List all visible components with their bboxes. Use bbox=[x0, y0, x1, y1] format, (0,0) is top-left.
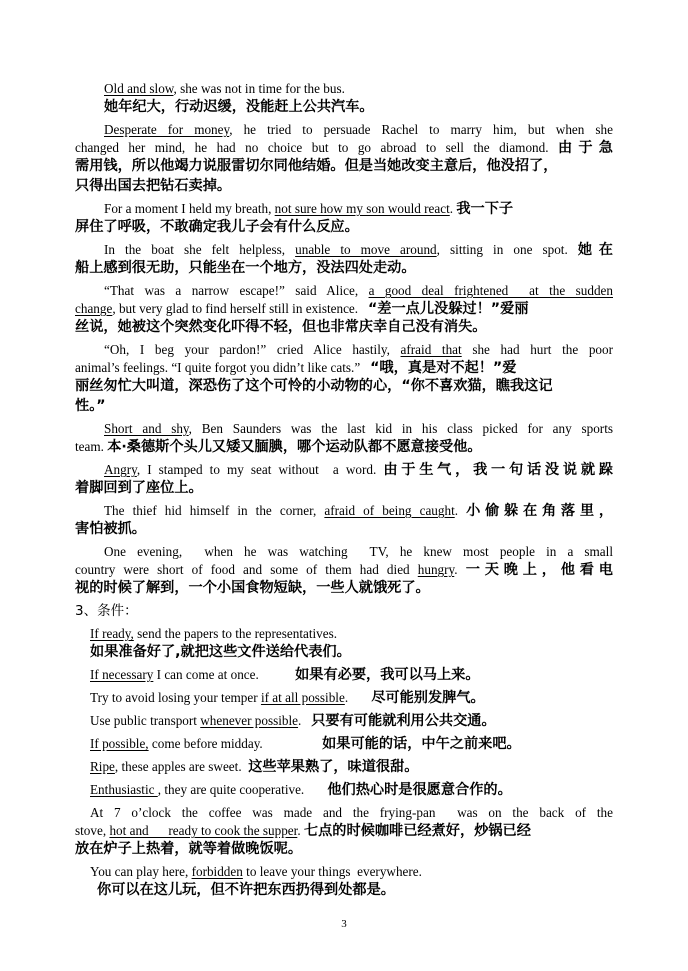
page-number: 3 bbox=[341, 918, 347, 930]
text-line: 屏住了呼吸，不敢确定我儿子会有什么反应。 bbox=[75, 219, 359, 235]
text-line: Use public transport whenever possible. 只要有可能就利用公共交通。 bbox=[90, 713, 496, 729]
text-line: animal’s feelings. “I quite forgot you didn’t like cats.” “哦，真是对不起！”爱 bbox=[75, 360, 517, 376]
text-line: Try to avoid losing your temper if at all possible. 尽可能别发脾气。 bbox=[90, 690, 485, 706]
text-line: “Oh, I beg your pardon!” cried Alice hastily, afraid that she had hurt the poor bbox=[104, 342, 613, 357]
text-line: 丝说，她被这个突然变化吓得不轻，但也非常庆幸自己没有消失。 bbox=[75, 319, 487, 335]
text-line: 她年纪大，行动迟缓，没能赶上公共汽车。 bbox=[104, 99, 374, 115]
text-line: 视的时候了解到，一个小国食物短缺，一些人就饿死了。 bbox=[75, 580, 430, 596]
text-line: The thief hid himself in the corner, afraid of being caught. 小偷躲在角落里， bbox=[104, 503, 613, 519]
text-line: 放在炉子上热着，就等着做晚饭呢。 bbox=[75, 841, 303, 857]
text-line: 需用钱，所以他竭力说服雷切尔同他结婚。但是当她改变主意后，他没招了， bbox=[75, 158, 558, 174]
text-line: 3、条件： bbox=[75, 603, 138, 619]
text-line: Short and shy, Ben Saunders was the last kid in his class picked for any sports bbox=[104, 421, 613, 436]
text-line: 如果准备好了,就把这些文件送给代表们。 bbox=[90, 644, 351, 660]
text-line: 害怕被抓。 bbox=[75, 521, 146, 537]
text-line: In the boat she felt helpless, unable to move around, sitting in one spot. 她在 bbox=[104, 242, 613, 258]
text-line: 船上感到很无助，只能坐在一个地方，没法四处走动。 bbox=[75, 260, 416, 276]
text-line: If necessary I can come at once. 如果有必要，我可以马上来。 bbox=[90, 667, 480, 683]
text-line: At 7 o’clock the coffee was made and the frying-pan was on the back of the bbox=[90, 805, 613, 820]
text-line: country were short of food and some of them had died hungry. 一天晚上，他看电 bbox=[75, 562, 613, 578]
text-line: If ready, send the papers to the representatives. bbox=[90, 626, 338, 641]
text-line: For a moment I held my breath, not sure how my son would react. 我一下子 bbox=[104, 201, 514, 217]
text-line: “That was a narrow escape!” said Alice, a good deal frightened at the sudden bbox=[104, 283, 613, 298]
text-line: Desperate for money, he tried to persuade Rachel to marry him, but when she bbox=[104, 122, 613, 137]
text-line: team. 本·桑德斯个头儿又矮又腼腆，哪个运动队都不愿意接受他。 bbox=[75, 439, 482, 455]
text-line: 丽丝匆忙大叫道，深恐伤了这个可怜的小动物的心，“你不喜欢猫，瞧我这记 bbox=[75, 378, 553, 394]
text-line: changed her mind, he had no choice but to go abroad to sell the diamond. 由于急 bbox=[75, 140, 613, 156]
text-line: Ripe, these apples are sweet. 这些苹果熟了，味道很甜。 bbox=[90, 759, 419, 775]
text-line: You can play here, forbidden to leave your things everywhere. bbox=[90, 864, 422, 879]
text-line: Angry, I stamped to my seat without a word. 由于生气，我一句话没说就跺 bbox=[104, 462, 613, 478]
text-line: One evening, when he was watching TV, he knew most people in a small bbox=[104, 544, 613, 559]
text-line: stove, hot and ready to cook the supper. 七点的时候咖啡已经煮好，炒锅已经 bbox=[75, 823, 531, 839]
text-line: change, but very glad to find herself still in existence. “差一点儿没躲过！”爱丽 bbox=[75, 301, 529, 317]
text-line: 只得出国去把钻石卖掉。 bbox=[75, 178, 232, 194]
text-line: 你可以在这儿玩，但不许把东西扔得到处都是。 bbox=[97, 882, 395, 898]
text-line: Enthusiastic , they are quite cooperative. 他们热心时是很愿意合作的。 bbox=[90, 782, 512, 798]
text-line: 性。” bbox=[75, 398, 106, 414]
text-line: 着脚回到了座位上。 bbox=[75, 480, 203, 496]
text-line: Old and slow, she was not in time for the bus. bbox=[104, 81, 345, 96]
text-line: If possible, come before midday. 如果可能的话，中午之前来吧。 bbox=[90, 736, 521, 752]
